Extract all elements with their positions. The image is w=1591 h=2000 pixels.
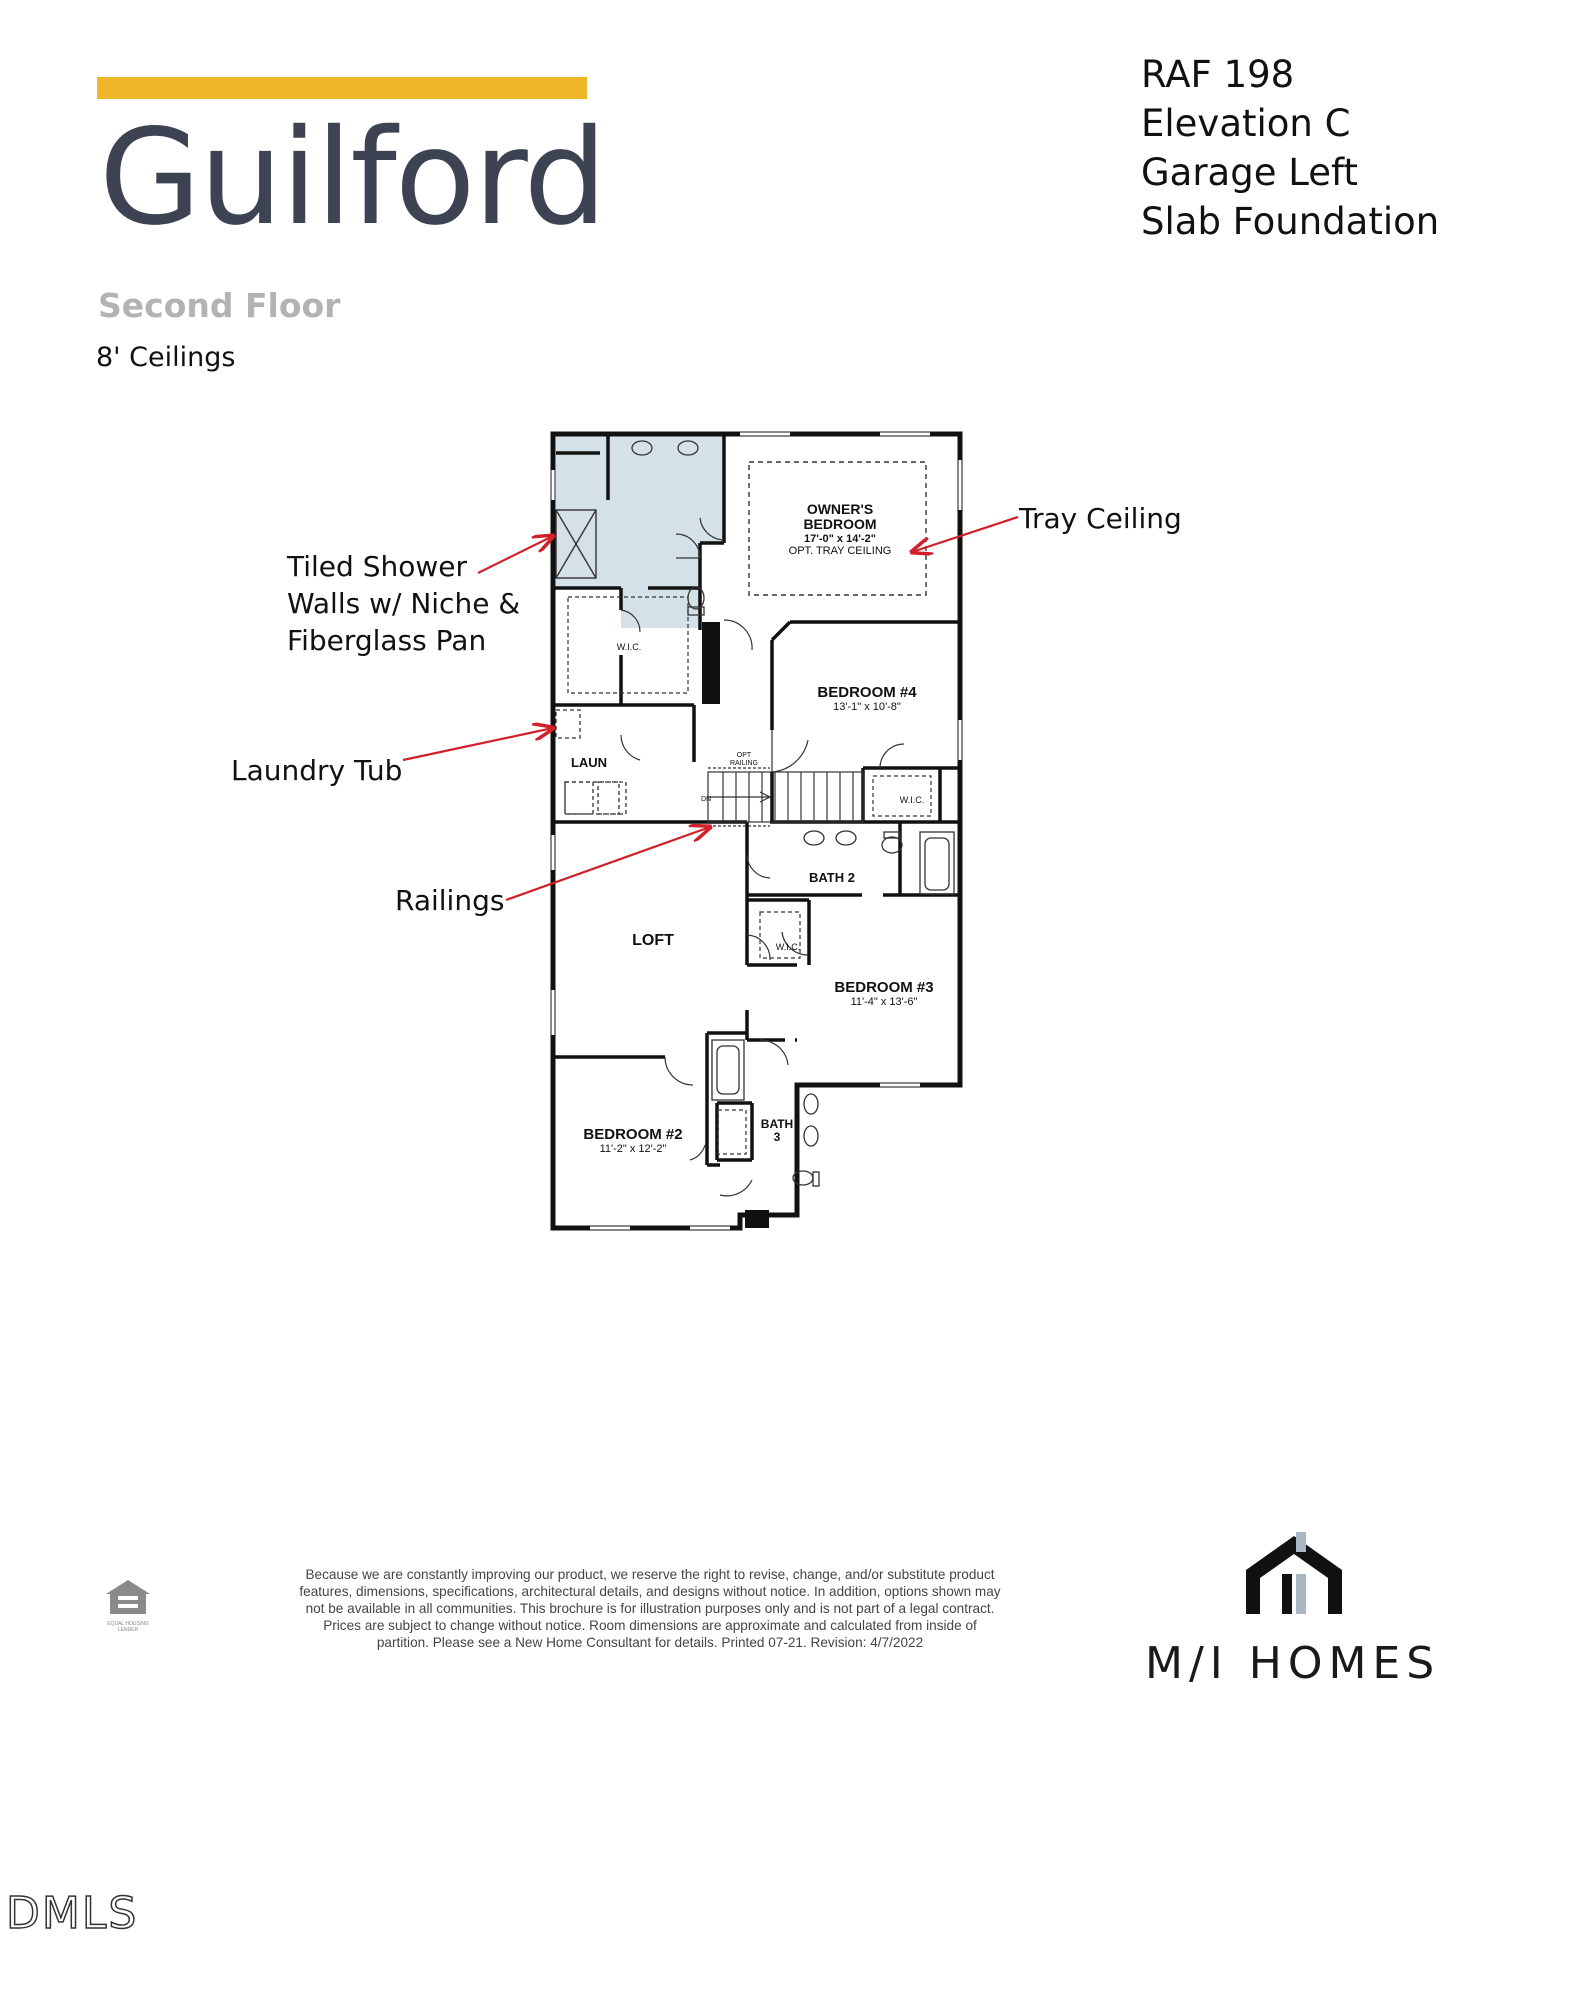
bath-2-label: BATH 2	[809, 870, 855, 885]
stairs	[708, 768, 863, 826]
bedroom-3-label: BEDROOM #3	[834, 979, 934, 996]
brand-name: M/I HOMES	[1145, 1638, 1441, 1689]
bed3-wic-label: W.I.C.	[775, 942, 801, 952]
bedroom-2-label: BEDROOM #2	[583, 1126, 683, 1143]
callout-tray-ceiling: Tray Ceiling	[1019, 502, 1182, 535]
owners-bedroom-dim: 17'-0" x 14'-2"	[804, 533, 876, 545]
corner-block	[745, 1210, 769, 1228]
bath-3-label-1: BATH	[760, 1117, 794, 1131]
column-block	[702, 622, 720, 704]
opt-railing-label-1: OPT	[736, 752, 752, 759]
disclaimer-line-4: Prices are subject to change without notice. Room dimensions are approximate and calculated from inside of	[323, 1618, 977, 1633]
spec-line-raf: RAF 198	[1141, 53, 1295, 96]
arrow-laundry-tub	[403, 728, 553, 760]
owners-wic-label: W.I.C.	[616, 642, 642, 652]
spec-line-elevation: Elevation C	[1141, 102, 1351, 145]
owners-bedroom-label-2: BEDROOM	[803, 516, 877, 532]
laundry-label: LAUN	[570, 755, 608, 770]
disclaimer	[250, 1566, 1050, 1651]
watermark: DMLS	[6, 1888, 139, 1939]
callout-laundry-tub: Laundry Tub	[231, 754, 403, 787]
plan-title: Guilford	[99, 101, 606, 255]
loft-label: LOFT	[632, 932, 674, 949]
stairs-down-label: DN	[700, 796, 712, 803]
disclaimer-line-3: not be available in all communities. This brochure is for illustration purposes only and is not part of a legal contract.	[305, 1601, 995, 1616]
bedroom-4-label: BEDROOM #4	[817, 684, 917, 701]
equal-housing-text-2: LENDER	[117, 1627, 139, 1633]
arrow-tray-ceiling	[912, 517, 1018, 552]
house-icon	[102, 1576, 154, 1616]
disclaimer-line-5: partition. Please see a New Home Consultant for details. Printed 07-21. Revision: 4/7/2022	[376, 1635, 924, 1650]
mi-homes-logo-mark	[1242, 1530, 1346, 1616]
spec-line-foundation: Slab Foundation	[1141, 200, 1440, 243]
equal-housing-logo	[102, 1576, 154, 1632]
disclaimer-line-1: Because we are constantly improving our product, we reserve the right to revise, change, and/or substitute product	[305, 1567, 995, 1582]
bedroom-4-dim: 13'-1" x 10'-8"	[833, 701, 901, 713]
callout-shower-line-3: Fiberglass Pan	[287, 624, 487, 657]
callout-shower-line-2: Walls w/ Niche &	[287, 587, 521, 620]
ceiling-height: 8' Ceilings	[96, 342, 236, 373]
bedroom-3-dim: 11'-4" x 13'-6"	[850, 996, 918, 1008]
bedroom-2-dim: 11'-2" x 12'-2"	[599, 1143, 667, 1155]
opt-railing-label-2: RAILING	[729, 760, 759, 767]
arrow-tiled-shower	[478, 536, 553, 573]
bed4-wic-label: W.I.C.	[899, 795, 925, 805]
callout-shower-line-1: Tiled Shower	[287, 550, 467, 583]
bath-3-label-2: 3	[773, 1130, 781, 1144]
arrow-railings	[506, 827, 710, 900]
callout-railings: Railings	[395, 884, 505, 917]
owners-bedroom-opt: OPT. TRAY CEILING	[788, 545, 892, 557]
equal-housing-text-1: EQUAL HOUSING	[107, 1621, 149, 1627]
disclaimer-line-2: features, dimensions, specifications, architectural details, and designs without notice. In addition, options shown may	[299, 1584, 1001, 1599]
owners-bedroom-label-1: OWNER'S	[806, 501, 874, 517]
floor-subtitle: Second Floor	[98, 286, 341, 325]
spec-line-garage: Garage Left	[1141, 151, 1358, 194]
